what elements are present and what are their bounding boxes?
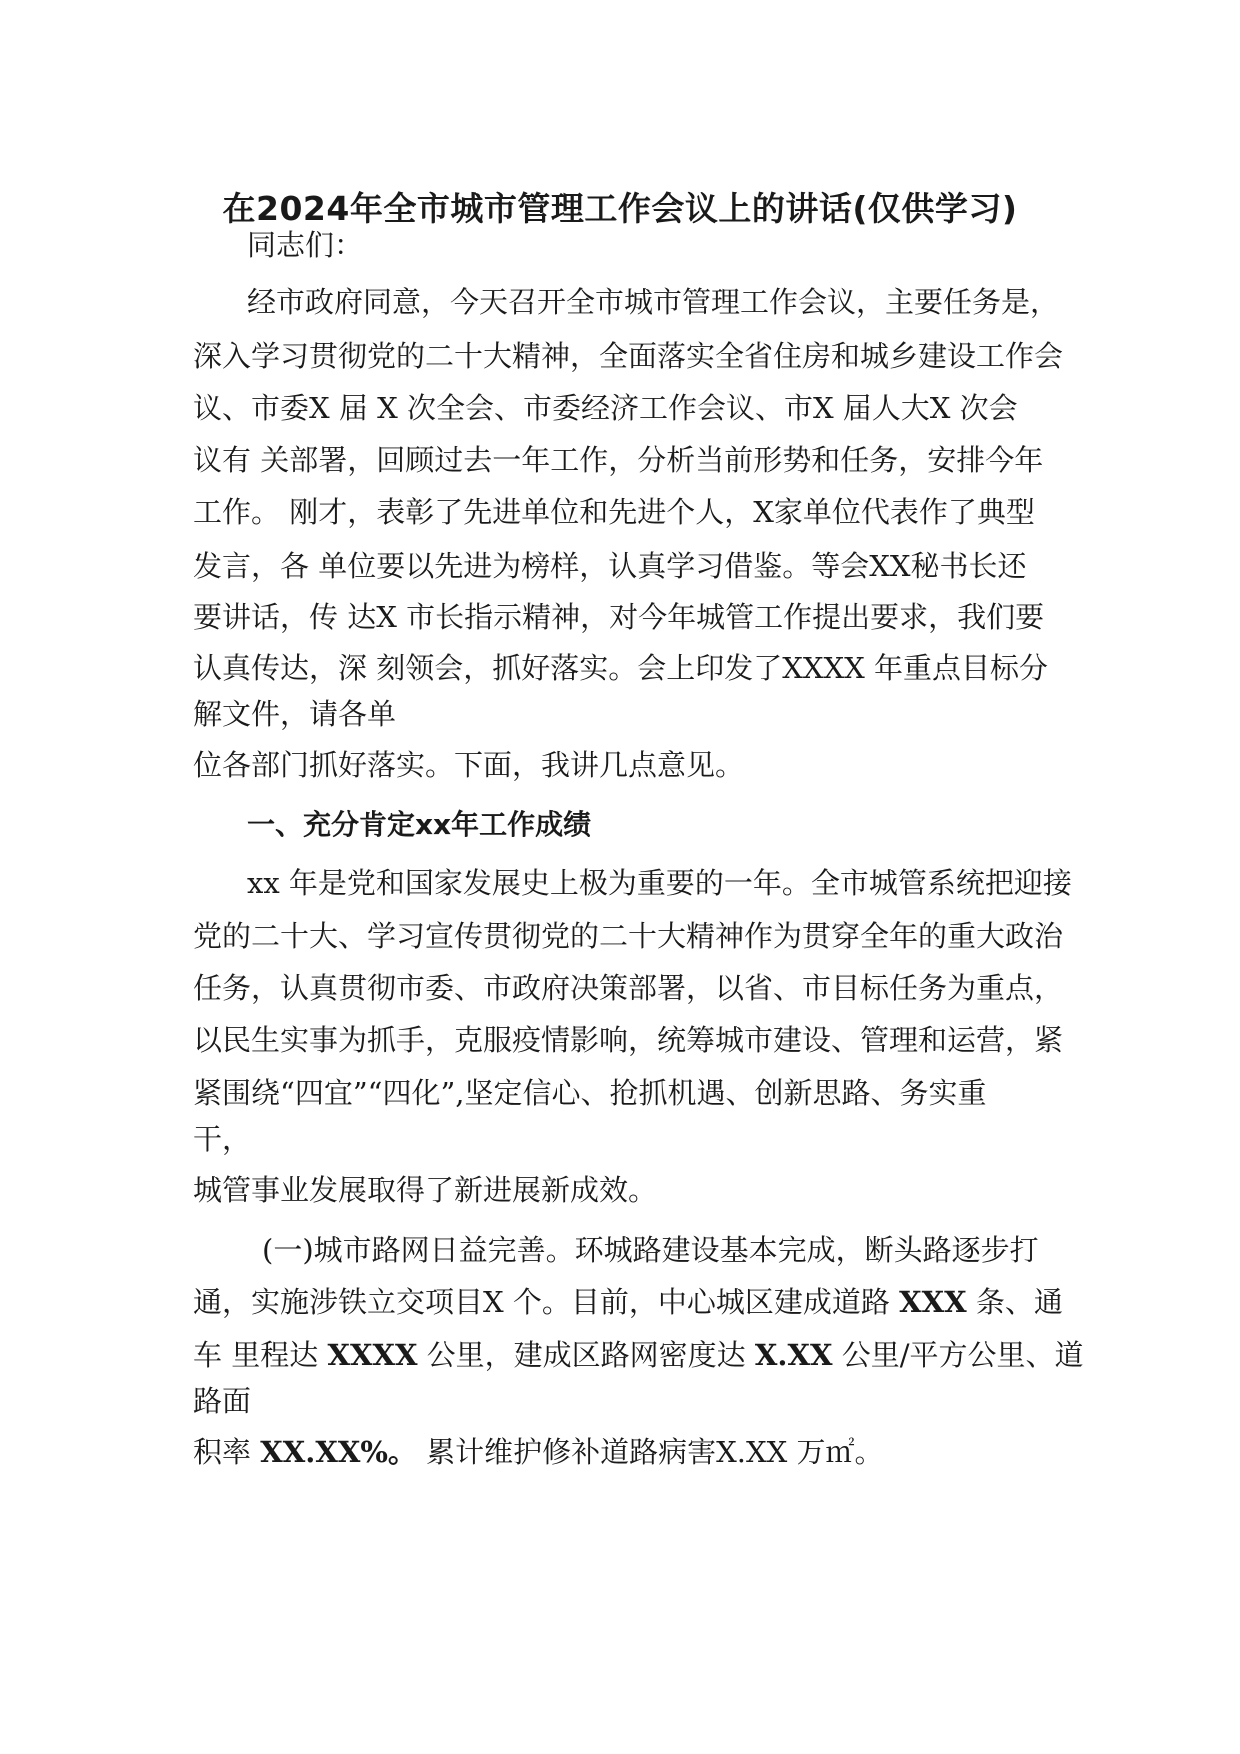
salutation: 同志们： (247, 228, 364, 262)
bold-value: XX.XX%。 (260, 1435, 417, 1469)
paragraph-line: 城管事业发展取得了新进展新成效。 (193, 1173, 658, 1207)
paragraph-line: 任务，认真贯彻市委、市政府决策部署，以省、市目标任务为重点， (193, 971, 1064, 1005)
paragraph-line (193, 1432, 883, 1472)
paragraph-line: 发言，各 单位要以先进为榜样，认真学习借鉴。等会XX秘书长还 (193, 549, 1027, 583)
text-run: 条、通 (975, 1285, 1063, 1319)
bold-value: X.XX (754, 1338, 833, 1372)
text-run: 积率 (193, 1435, 252, 1469)
text-run: 公里/平方公里、道 (841, 1338, 1084, 1372)
paragraph-line (193, 1282, 1063, 1322)
paragraph-line: 紧围绕“四宜”“四化”,坚定信心、抢抓机遇、创新思路、务实重 (193, 1076, 987, 1110)
paragraph-line: 要讲话，传 达X 市长指示精神，对今年城管工作提出要求，我们要 (193, 600, 1045, 634)
text-run: 累计维护修补道路病害X.XX 万㎡。 (426, 1435, 884, 1469)
text-run: 车 里程达 (193, 1338, 319, 1372)
paragraph-line: 路面 (193, 1384, 252, 1418)
paragraph-line: (一)城市路网日益完善。环城路建设基本完成，断头路逐步打 (262, 1233, 1039, 1267)
text-run: 公里，建成区路网密度达 (426, 1338, 746, 1372)
paragraph-line: 以民生实事为抓手，克服疫情影响，统筹城市建设、管理和运营，紧 (193, 1023, 1064, 1057)
paragraph-line: 议、市委X 届 X 次全会、市委经济工作会议、市X 届人大X 次会 (193, 391, 1018, 425)
paragraph-line: 干， (193, 1122, 252, 1156)
section-heading: 一、充分肯定xx年工作成绩 (247, 808, 592, 841)
paragraph-line: 经市政府同意，今天召开全市城市管理工作会议，主要任务是， (247, 285, 1060, 319)
paragraph-line: 位各部门抓好落实。下面，我讲几点意见。 (193, 748, 745, 782)
paragraph-line: 议有 关部署，回顾过去一年工作，分析当前形势和任务，安排今年 (193, 443, 1044, 477)
paragraph-line: 工作。 刚才，表彰了先进单位和先进个人，X家单位代表作了典型 (193, 495, 1035, 529)
text-run: 通，实施涉铁立交项目X 个。目前，中心城区建成道路 (193, 1285, 890, 1319)
paragraph-line (193, 1335, 1084, 1375)
paragraph-line: xx 年是党和国家发展史上极为重要的一年。全市城管系统把迎接 (247, 866, 1072, 900)
paragraph-line: 深入学习贯彻党的二十大精神，全面落实全省住房和城乡建设工作会 (193, 339, 1064, 373)
bold-value: XXX (899, 1285, 967, 1319)
bold-value: XXXX (327, 1338, 418, 1372)
document-title: 在2024年全市城市管理工作会议上的讲话(仅供学习) (222, 189, 1018, 228)
paragraph-line: 党的二十大、学习宣传贯彻党的二十大精神作为贯穿全年的重大政治 (193, 919, 1064, 953)
paragraph-line: 认真传达，深 刻领会，抓好落实。会上印发了XXXX 年重点目标分 (193, 651, 1049, 685)
paragraph-line: 解文件，请各单 (193, 697, 397, 731)
